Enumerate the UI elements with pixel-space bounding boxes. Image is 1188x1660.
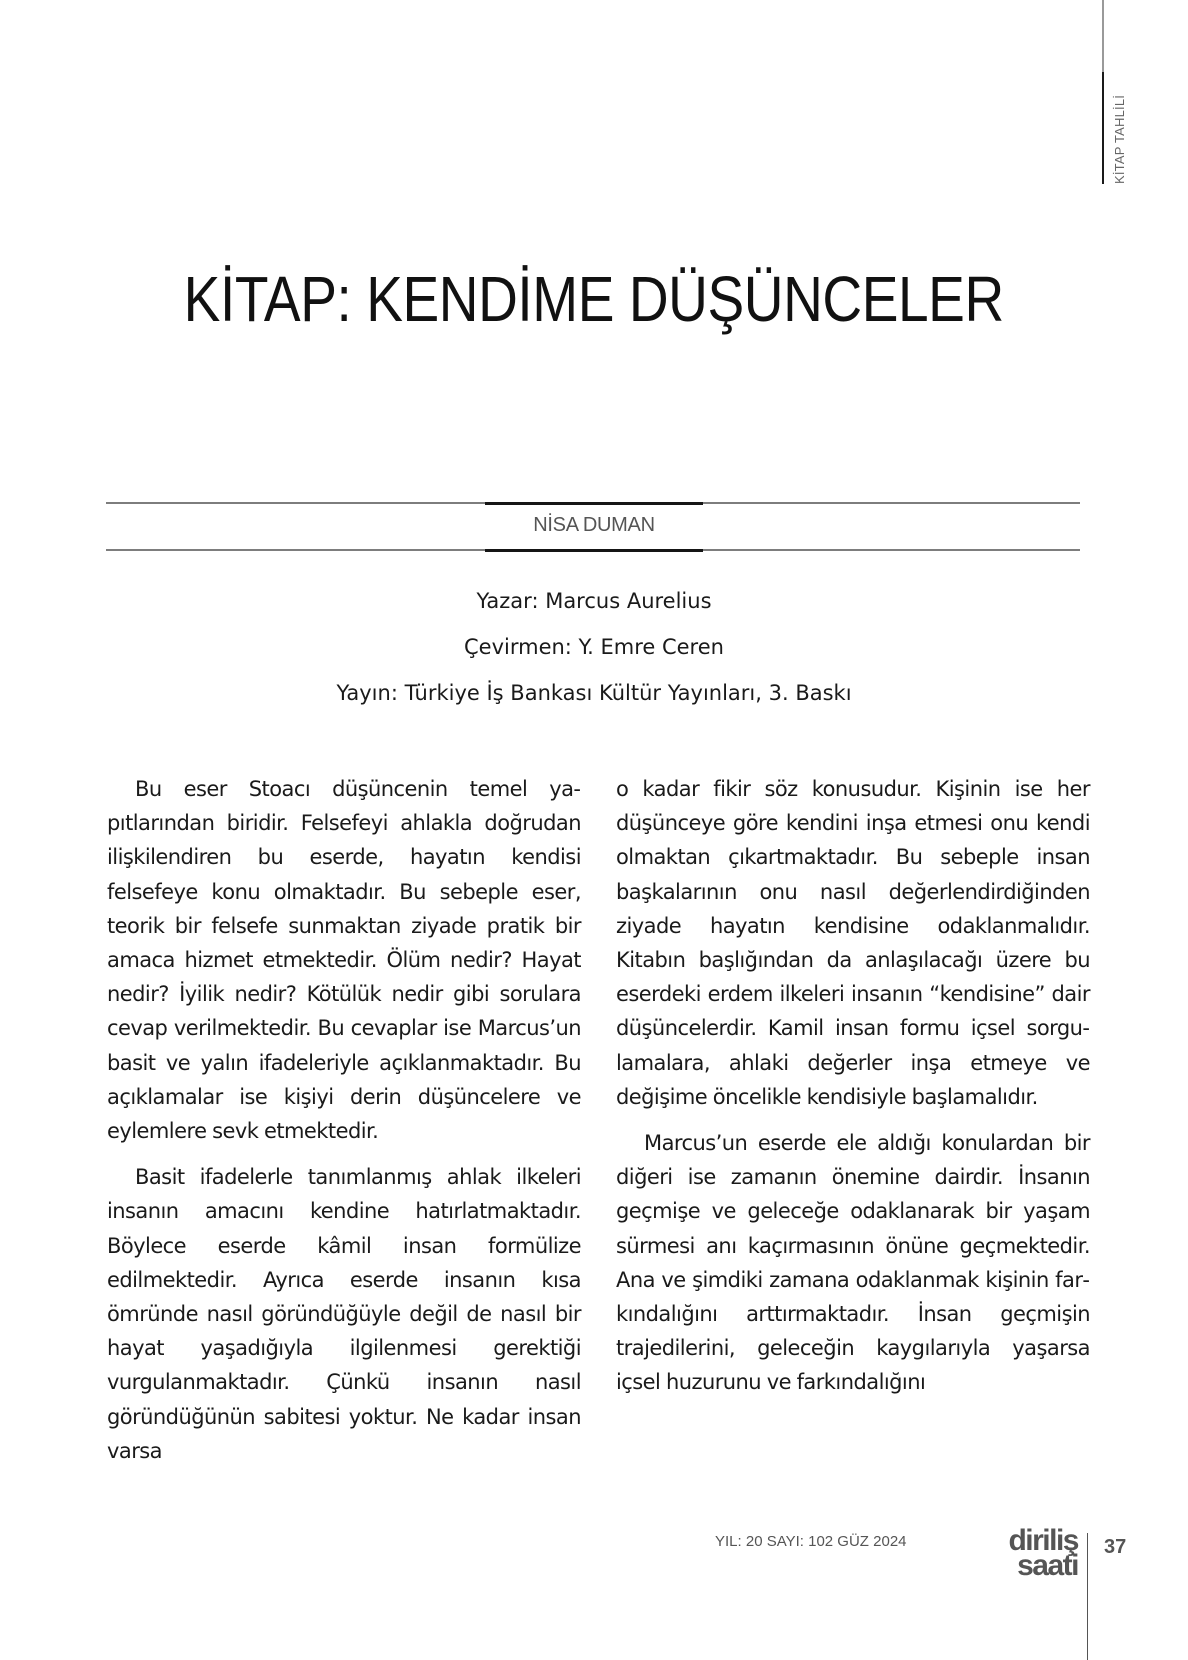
top-divider-accent: [485, 502, 703, 505]
article-body: [107, 772, 1090, 1512]
bottom-divider: [106, 549, 1080, 551]
book-publisher: Yayın: Türkiye İş Bankası Kültür Yayınları, 3. Baskı: [336, 681, 852, 705]
magazine-logo: [968, 1524, 1078, 1582]
right-column: [616, 772, 1090, 1512]
logo-line-2: saati: [1017, 1549, 1078, 1582]
side-rule: [1102, 0, 1104, 72]
logo-line-1: diriliş: [1008, 1524, 1078, 1557]
bottom-divider-accent: [485, 549, 703, 552]
section-label: KİTAP TAHLİLİ: [1112, 94, 1127, 184]
paragraph: Marcus’un eserde ele aldığı konulardan bir diğeri ise zamanın önemine dairdir. İnsanın geçmişe ve geleceğe odaklanarak bir yaşam sürmesi anı kaçırmasının önüne geçmektedir. Ana ve şimdiki zamana odaklanmak kişinin farkındalığını arttırmaktadır. İnsan geçmişin trajedilerini, geleceğin kaygılarıyla yaşarsa içsel huzurunu ve farkındalığını: [616, 1131, 1090, 1395]
top-divider: [106, 502, 1080, 504]
issue-info: YIL: 20 SAYI: 102 GÜZ 2024: [715, 1533, 907, 1550]
page-number: 37: [1104, 1536, 1127, 1558]
footer-divider: [1087, 1533, 1088, 1660]
paragraph: Basit ifadelerle tanımlanmış ahlak ilkeleri insanın amacını kendine hatırlatmaktadır. Böylece eserde kâmil insan formülize edilmektedir. Ayrıca eserde insanın kısa ömründe nasıl göründüğüyle değil de nasıl bir hayat yaşadığıyla ilgilenmesi gerektiği vurgulanmaktadır. Çünkü insanın nasıl göründüğünün sabitesi yoktur. Ne kadar insan varsa: [107, 1165, 581, 1463]
paragraph: o kadar fikir söz konusudur. Kişinin ise her düşünceye göre kendini inşa etmesi onu kendi olmaktan çıkartmaktadır. Bu sebeple insan başkalarının onu nasıl değerlendirdiğinden ziyade hayatın kendisine odaklanmalıdır. Kitabın başlığından da anlaşılacağı üzere bu eserdeki erdem ilkeleri insanın “kendisine” dair düşüncelerdir. Kamil insan formu içsel sorgulamalara, ahlaki değerler inşa etmeye ve değişime öncelikle kendisiyle başlamalıdır.: [616, 777, 1090, 1109]
side-rule-accent: [1102, 72, 1104, 184]
article-title: KİTAP: KENDİME DÜŞÜNCELER: [183, 263, 1004, 335]
book-writer: Yazar: Marcus Aurelius: [476, 589, 712, 613]
book-info: [0, 586, 1188, 724]
book-translator: Çevirmen: Y. Emre Ceren: [464, 635, 724, 659]
author-name: NİSA DUMAN: [533, 514, 655, 536]
left-column: [107, 772, 581, 1512]
paragraph: Bu eser Stoacı düşüncenin temel yapıtlarından biridir. Felsefeyi ahlakla doğrudan ilişkilendiren bu eserde, hayatın kendisi felsefeye konu olmaktadır. Bu sebeple eser, teorik bir felsefe sunmaktan ziyade pratik bir amaca hizmet etmektedir. Ölüm nedir? Hayat nedir? İyilik nedir? Kötülük nedir gibi sorulara cevap verilmektedir. Bu cevaplar ise Marcus’un basit ve yalın ifadeleriyle açıklanmaktadır. Bu açıklamalar ise kişiyi derin düşüncelere ve eylemlere sevk etmektedir.: [107, 777, 581, 1144]
